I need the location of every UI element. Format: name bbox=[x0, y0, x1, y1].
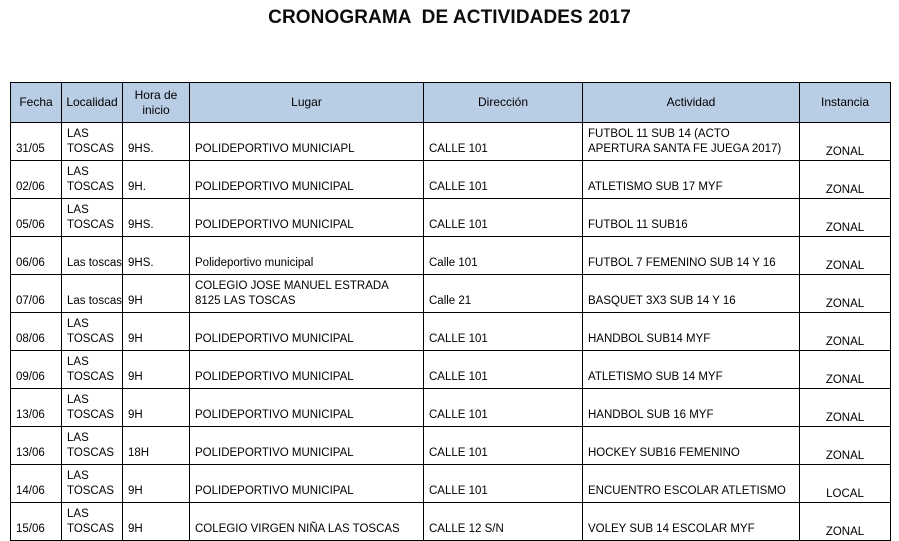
cell-instancia bbox=[800, 161, 891, 199]
cell-lugar bbox=[190, 237, 424, 275]
cell-text-lugar: POLIDEPORTIVO MUNICIPAL bbox=[195, 447, 354, 459]
cell-text-lugar: POLIDEPORTIVO MUNICIPAL bbox=[195, 485, 354, 497]
cell-direccion bbox=[424, 503, 583, 541]
cell-instancia bbox=[800, 503, 891, 541]
cell-hora-inicio bbox=[123, 503, 190, 541]
cell-text-actividad: HANDBOL SUB14 MYF bbox=[588, 333, 711, 345]
cell-fecha bbox=[11, 123, 62, 161]
table-row bbox=[11, 465, 891, 503]
cell-text-localidad: Las toscas bbox=[67, 257, 122, 269]
cell-text-lugar: POLIDEPORTIVO MUNICIPAL bbox=[195, 333, 354, 345]
table-row bbox=[11, 503, 891, 541]
table-row bbox=[11, 123, 891, 161]
cell-direccion bbox=[424, 351, 583, 389]
cell-localidad bbox=[62, 389, 123, 427]
cell-text-hora-inicio: 9H bbox=[128, 295, 143, 307]
cell-text-fecha: 05/06 bbox=[16, 219, 45, 231]
cell-lugar bbox=[190, 161, 424, 199]
cell-line: FUTBOL 11 SUB 14 (ACTO bbox=[588, 128, 730, 140]
cell-fecha bbox=[11, 389, 62, 427]
cell-line: COLEGIO JOSE MANUEL ESTRADA bbox=[195, 280, 389, 292]
column-header-hora-inicio: Hora de inicio bbox=[123, 83, 190, 123]
cell-fecha bbox=[11, 465, 62, 503]
cell-localidad bbox=[62, 313, 123, 351]
cell-localidad bbox=[62, 503, 123, 541]
cell-hora-inicio bbox=[123, 161, 190, 199]
cell-text-instancia: ZONAL bbox=[825, 222, 865, 234]
cell-text-direccion: Calle 21 bbox=[429, 295, 472, 307]
cell-localidad bbox=[62, 465, 123, 503]
cell-text-localidad: Las toscas bbox=[67, 295, 122, 307]
table-header bbox=[11, 83, 891, 123]
cell-text-localidad: LAS TOSCAS bbox=[67, 432, 115, 459]
cell-instancia bbox=[800, 199, 891, 237]
cell-hora-inicio bbox=[123, 237, 190, 275]
cell-actividad bbox=[583, 199, 800, 237]
cell-text-hora-inicio: 18H bbox=[128, 447, 150, 459]
cell-text-direccion: CALLE 101 bbox=[429, 333, 488, 345]
table-row bbox=[11, 199, 891, 237]
cell-text-instancia: ZONAL bbox=[825, 260, 865, 272]
cell-text-fecha: 13/06 bbox=[16, 409, 45, 421]
cell-text-direccion: CALLE 101 bbox=[429, 371, 488, 383]
cell-text-direccion: CALLE 101 bbox=[429, 143, 488, 155]
cell-text-lugar: POLIDEPORTIVO MUNICIPAL bbox=[195, 371, 354, 383]
cell-direccion bbox=[424, 161, 583, 199]
cell-text-actividad: BASQUET 3X3 SUB 14 Y 16 bbox=[588, 295, 736, 307]
cell-text-lugar: COLEGIO VIRGEN NIÑA LAS TOSCAS bbox=[195, 523, 400, 535]
cell-fecha bbox=[11, 161, 62, 199]
column-header-instancia: Instancia bbox=[800, 83, 891, 123]
cell-fecha bbox=[11, 313, 62, 351]
cell-direccion bbox=[424, 427, 583, 465]
cell-instancia bbox=[800, 465, 891, 503]
column-header-lugar: Lugar bbox=[190, 83, 424, 123]
cell-direccion bbox=[424, 465, 583, 503]
cell-fecha bbox=[11, 237, 62, 275]
cell-text-hora-inicio: 9H bbox=[128, 371, 143, 383]
cell-actividad bbox=[583, 275, 800, 313]
cell-text-hora-inicio: 9H bbox=[128, 409, 143, 421]
cell-text-lugar: POLIDEPORTIVO MUNICIAPL bbox=[195, 143, 355, 155]
table-row bbox=[11, 161, 891, 199]
cell-instancia bbox=[800, 427, 891, 465]
cell-hora-inicio bbox=[123, 313, 190, 351]
cell-fecha bbox=[11, 275, 62, 313]
cell-text-actividad: ENCUENTRO ESCOLAR ATLETISMO bbox=[588, 485, 786, 497]
cell-text-fecha: 06/06 bbox=[16, 257, 45, 269]
column-header-localidad: Localidad bbox=[62, 83, 123, 123]
cell-lugar bbox=[190, 465, 424, 503]
cell-text-instancia: ZONAL bbox=[825, 374, 865, 386]
cell-text-hora-inicio: 9HS. bbox=[128, 143, 154, 155]
cell-lugar bbox=[190, 275, 424, 313]
cell-text-actividad bbox=[583, 127, 799, 160]
cell-text-lugar: POLIDEPORTIVO MUNICIPAL bbox=[195, 219, 354, 231]
cell-text-localidad: LAS TOSCAS bbox=[67, 204, 115, 231]
cell-text-fecha: 09/06 bbox=[16, 371, 45, 383]
cell-text-fecha: 15/06 bbox=[16, 523, 45, 535]
cell-text-lugar: POLIDEPORTIVO MUNICIPAL bbox=[195, 409, 354, 421]
cell-actividad bbox=[583, 465, 800, 503]
cell-fecha bbox=[11, 503, 62, 541]
cell-instancia bbox=[800, 389, 891, 427]
cell-text-actividad: FUTBOL 11 SUB16 bbox=[588, 219, 688, 231]
cell-text-localidad: LAS TOSCAS bbox=[67, 508, 115, 535]
cell-text-hora-inicio: 9HS. bbox=[128, 257, 154, 269]
cell-hora-inicio bbox=[123, 465, 190, 503]
cell-localidad bbox=[62, 123, 123, 161]
cell-text-instancia: ZONAL bbox=[825, 146, 865, 158]
cell-line: 8125 LAS TOSCAS bbox=[195, 295, 296, 307]
cell-actividad bbox=[583, 389, 800, 427]
cell-actividad bbox=[583, 351, 800, 389]
page-title: CRONOGRAMA DE ACTIVIDADES 2017 bbox=[268, 7, 631, 28]
cell-text-hora-inicio: 9H bbox=[128, 333, 143, 345]
cell-text-fecha: 31/05 bbox=[16, 143, 45, 155]
cell-text-actividad: HANDBOL SUB 16 MYF bbox=[588, 409, 714, 421]
cell-localidad bbox=[62, 275, 123, 313]
cell-instancia bbox=[800, 237, 891, 275]
cell-instancia bbox=[800, 351, 891, 389]
cell-text-fecha: 13/06 bbox=[16, 447, 45, 459]
table-row bbox=[11, 313, 891, 351]
cell-lugar bbox=[190, 199, 424, 237]
cell-direccion bbox=[424, 199, 583, 237]
cell-text-instancia: ZONAL bbox=[825, 412, 865, 424]
table-row bbox=[11, 427, 891, 465]
schedule-table-container bbox=[10, 82, 890, 541]
cell-instancia bbox=[800, 275, 891, 313]
cell-actividad bbox=[583, 427, 800, 465]
cell-text-direccion: CALLE 101 bbox=[429, 409, 488, 421]
cell-localidad bbox=[62, 199, 123, 237]
cell-hora-inicio bbox=[123, 427, 190, 465]
table-row bbox=[11, 389, 891, 427]
cell-text-hora-inicio: 9H bbox=[128, 485, 143, 497]
cell-text-direccion: CALLE 12 S/N bbox=[429, 523, 504, 535]
cell-hora-inicio bbox=[123, 351, 190, 389]
cell-text-instancia: ZONAL bbox=[825, 526, 865, 538]
cell-hora-inicio bbox=[123, 199, 190, 237]
cell-text-localidad: LAS TOSCAS bbox=[67, 356, 115, 383]
cell-text-localidad: LAS TOSCAS bbox=[67, 128, 115, 155]
cell-text-hora-inicio: 9HS. bbox=[128, 219, 154, 231]
cell-text-fecha: 08/06 bbox=[16, 333, 45, 345]
cell-lugar bbox=[190, 351, 424, 389]
cell-hora-inicio bbox=[123, 389, 190, 427]
table-row bbox=[11, 351, 891, 389]
cell-text-localidad: LAS TOSCAS bbox=[67, 318, 115, 345]
cell-text-lugar: Polideportivo municipal bbox=[195, 257, 314, 269]
cell-text-instancia: LOCAL bbox=[826, 488, 864, 500]
cell-text-direccion: CALLE 101 bbox=[429, 485, 488, 497]
cell-fecha bbox=[11, 351, 62, 389]
cell-line: APERTURA SANTA FE JUEGA 2017) bbox=[588, 143, 782, 155]
cell-text-instancia: ZONAL bbox=[825, 298, 865, 310]
cell-text-instancia: ZONAL bbox=[825, 450, 865, 462]
cell-localidad bbox=[62, 237, 123, 275]
cell-localidad bbox=[62, 351, 123, 389]
cell-direccion bbox=[424, 389, 583, 427]
table-row bbox=[11, 237, 891, 275]
cell-text-localidad: LAS TOSCAS bbox=[67, 166, 115, 193]
cell-text-direccion: CALLE 101 bbox=[429, 181, 488, 193]
cell-text-actividad: HOCKEY SUB16 FEMENINO bbox=[588, 447, 740, 459]
cell-text-lugar bbox=[190, 279, 423, 312]
cell-direccion bbox=[424, 275, 583, 313]
cell-text-actividad: ATLETISMO SUB 17 MYF bbox=[588, 181, 723, 193]
table-header-row bbox=[11, 83, 891, 123]
table-body bbox=[11, 123, 891, 541]
cell-text-localidad: LAS TOSCAS bbox=[67, 394, 115, 421]
cell-actividad bbox=[583, 237, 800, 275]
column-header-fecha: Fecha bbox=[11, 83, 62, 123]
table-row bbox=[11, 275, 891, 313]
cell-direccion bbox=[424, 123, 583, 161]
column-header-direccion: Dirección bbox=[424, 83, 583, 123]
cell-lugar bbox=[190, 427, 424, 465]
cell-lugar bbox=[190, 389, 424, 427]
cell-text-actividad: FUTBOL 7 FEMENINO SUB 14 Y 16 bbox=[588, 257, 776, 269]
cell-text-direccion: CALLE 101 bbox=[429, 447, 488, 459]
cell-text-actividad: VOLEY SUB 14 ESCOLAR MYF bbox=[588, 523, 755, 535]
cell-text-direccion: CALLE 101 bbox=[429, 219, 488, 231]
cell-actividad bbox=[583, 503, 800, 541]
cell-localidad bbox=[62, 427, 123, 465]
cell-text-lugar: POLIDEPORTIVO MUNICIPAL bbox=[195, 181, 354, 193]
cell-direccion bbox=[424, 237, 583, 275]
cell-text-hora-inicio: 9H bbox=[128, 523, 143, 535]
cell-actividad bbox=[583, 161, 800, 199]
cell-lugar bbox=[190, 123, 424, 161]
cell-fecha bbox=[11, 199, 62, 237]
cell-lugar bbox=[190, 503, 424, 541]
cell-text-fecha: 07/06 bbox=[16, 295, 45, 307]
schedule-table bbox=[10, 82, 891, 541]
cell-hora-inicio bbox=[123, 275, 190, 313]
cell-text-localidad: LAS TOSCAS bbox=[67, 470, 115, 497]
cell-instancia bbox=[800, 123, 891, 161]
cell-hora-inicio bbox=[123, 123, 190, 161]
cell-instancia bbox=[800, 313, 891, 351]
cell-actividad bbox=[583, 313, 800, 351]
cell-text-hora-inicio: 9H. bbox=[128, 181, 146, 193]
cell-text-instancia: ZONAL bbox=[825, 336, 865, 348]
cell-text-instancia: ZONAL bbox=[825, 184, 865, 196]
cell-text-fecha: 02/06 bbox=[16, 181, 45, 193]
cell-localidad bbox=[62, 161, 123, 199]
cell-actividad bbox=[583, 123, 800, 161]
cell-direccion bbox=[424, 313, 583, 351]
cell-text-fecha: 14/06 bbox=[16, 485, 45, 497]
cell-text-direccion: Calle 101 bbox=[429, 257, 478, 269]
cell-text-actividad: ATLETISMO SUB 14 MYF bbox=[588, 371, 723, 383]
cell-lugar bbox=[190, 313, 424, 351]
column-header-actividad: Actividad bbox=[583, 83, 800, 123]
cell-fecha bbox=[11, 427, 62, 465]
